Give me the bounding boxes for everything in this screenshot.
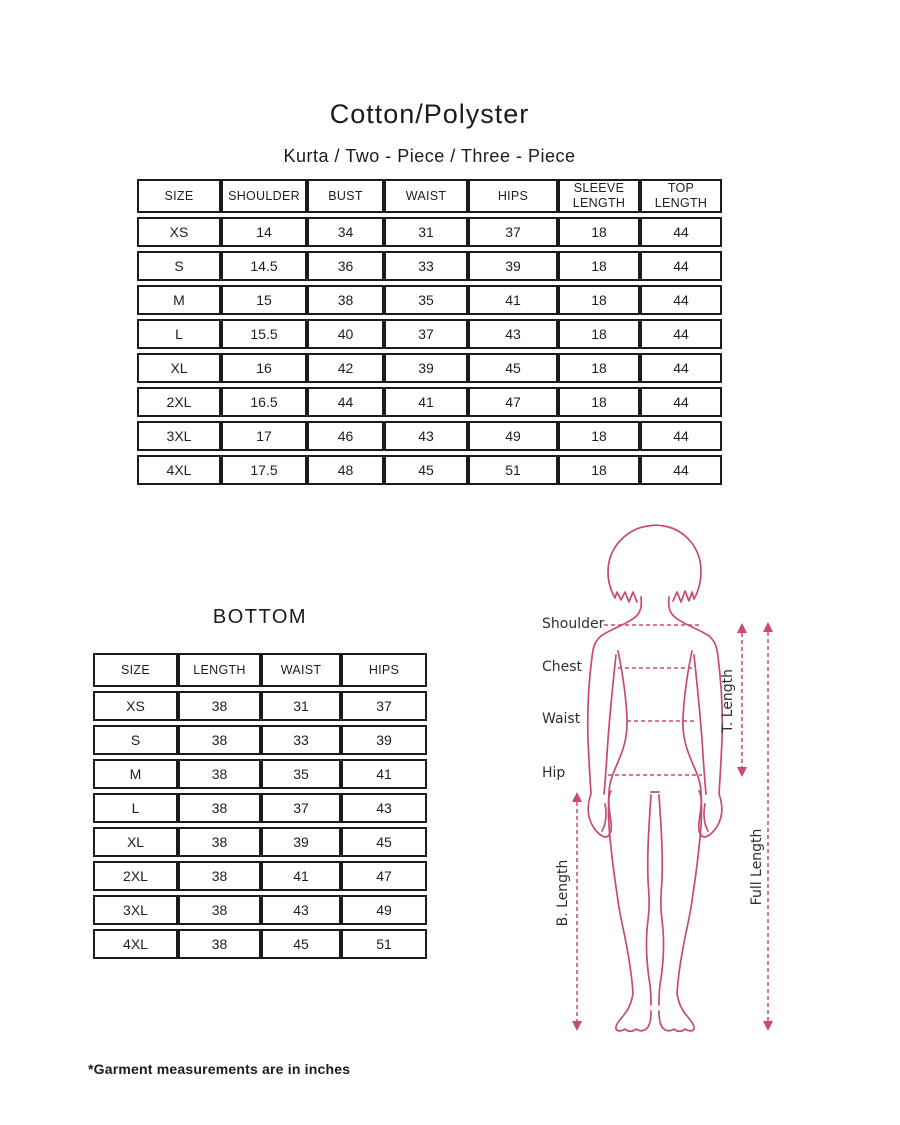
table-cell: 38 (178, 929, 261, 959)
table-cell: 41 (468, 285, 558, 315)
column-header: SIZE (137, 179, 221, 213)
column-header: WAIST (261, 653, 341, 687)
table-cell: 37 (384, 319, 468, 349)
table-cell: 44 (640, 285, 722, 315)
table-row (137, 285, 722, 315)
table-cell: 15 (221, 285, 307, 315)
table-row (93, 793, 427, 823)
measurement-figure (490, 505, 820, 1065)
table-cell: 38 (178, 861, 261, 891)
column-header: BUST (307, 179, 384, 213)
table-cell: 33 (384, 251, 468, 281)
table-row (93, 895, 427, 925)
table-cell: 44 (640, 387, 722, 417)
table-cell: 4XL (93, 929, 178, 959)
table-row (137, 455, 722, 485)
column-header: SHOULDER (221, 179, 307, 213)
table-row (137, 251, 722, 281)
table-cell: 38 (178, 827, 261, 857)
waist-label: Waist (542, 711, 581, 727)
table-row (93, 827, 427, 857)
table-cell: M (137, 285, 221, 315)
table-cell: 16 (221, 353, 307, 383)
table-cell: 49 (468, 421, 558, 451)
table-cell: 45 (261, 929, 341, 959)
table-cell: 31 (384, 217, 468, 247)
table-cell: 43 (341, 793, 427, 823)
column-header: WAIST (384, 179, 468, 213)
table-cell: 47 (468, 387, 558, 417)
table-cell: 45 (468, 353, 558, 383)
table-row (93, 861, 427, 891)
table-cell: 39 (468, 251, 558, 281)
table-cell: 47 (341, 861, 427, 891)
column-header: TOP LENGTH (640, 179, 722, 213)
table-cell: 15.5 (221, 319, 307, 349)
table-cell: 31 (261, 691, 341, 721)
table-cell: 18 (558, 319, 640, 349)
column-header: SLEEVE LENGTH (558, 179, 640, 213)
table-cell: 2XL (137, 387, 221, 417)
table-cell: 33 (261, 725, 341, 755)
table-cell: 2XL (93, 861, 178, 891)
table-cell: 34 (307, 217, 384, 247)
table-cell: 44 (640, 421, 722, 451)
table-cell: 18 (558, 251, 640, 281)
table-cell: 43 (384, 421, 468, 451)
table-cell: 18 (558, 353, 640, 383)
table-cell: 40 (307, 319, 384, 349)
page-title: Cotton/Polyster (329, 99, 530, 129)
table-cell: 37 (468, 217, 558, 247)
top-size-table (137, 175, 722, 489)
table-cell: 35 (384, 285, 468, 315)
table-cell: 38 (178, 793, 261, 823)
table-row (137, 217, 722, 247)
table-cell: 14.5 (221, 251, 307, 281)
table-cell: XL (93, 827, 178, 857)
table-cell: 46 (307, 421, 384, 451)
table-cell: 51 (341, 929, 427, 959)
table-cell: 37 (341, 691, 427, 721)
arrowheads (572, 622, 773, 1031)
column-header: HIPS (341, 653, 427, 687)
table-cell: 37 (261, 793, 341, 823)
table-cell: 44 (640, 353, 722, 383)
table-row (93, 725, 427, 755)
bottom-table-header-row (93, 653, 427, 687)
table-cell: 18 (558, 387, 640, 417)
chest-label: Chest (542, 659, 583, 675)
table-cell: 4XL (137, 455, 221, 485)
t-length-label: T. Length (720, 668, 736, 734)
table-cell: 44 (640, 455, 722, 485)
table-cell: 38 (178, 691, 261, 721)
table-row (137, 387, 722, 417)
table-cell: 42 (307, 353, 384, 383)
table-row (93, 929, 427, 959)
table-cell: 39 (261, 827, 341, 857)
shoulder-label: Shoulder (542, 616, 605, 632)
table-cell: 3XL (137, 421, 221, 451)
column-header: HIPS (468, 179, 558, 213)
table-cell: M (93, 759, 178, 789)
full-length-label: Full Length (749, 828, 765, 906)
table-cell: 39 (341, 725, 427, 755)
table-row (93, 691, 427, 721)
table-cell: 43 (468, 319, 558, 349)
table-cell: 44 (640, 217, 722, 247)
table-cell: 44 (307, 387, 384, 417)
table-cell: 44 (640, 319, 722, 349)
table-cell: 41 (341, 759, 427, 789)
table-cell: L (93, 793, 178, 823)
table-cell: S (93, 725, 178, 755)
bottom-size-table (93, 649, 427, 963)
table-row (93, 759, 427, 789)
table-cell: 38 (178, 759, 261, 789)
body-measurement-diagram-icon (490, 505, 820, 1065)
table-cell: 17 (221, 421, 307, 451)
hip-label: Hip (542, 765, 566, 781)
body-outline-icon (588, 525, 723, 1031)
table-cell: 43 (261, 895, 341, 925)
table-cell: 45 (341, 827, 427, 857)
table-cell: XS (93, 691, 178, 721)
top-table-header-row (137, 179, 722, 213)
table-cell: 18 (558, 455, 640, 485)
page-subtitle: Kurta / Two - Piece / Three - Piece (283, 146, 576, 166)
bottom-table-body (93, 691, 427, 959)
table-cell: 41 (261, 861, 341, 891)
table-cell: 18 (558, 421, 640, 451)
table-cell: 38 (178, 725, 261, 755)
top-table-body (137, 217, 722, 485)
table-cell: 41 (384, 387, 468, 417)
table-row (137, 353, 722, 383)
table-cell: 38 (307, 285, 384, 315)
table-cell: 39 (384, 353, 468, 383)
table-row (137, 319, 722, 349)
table-cell: 18 (558, 217, 640, 247)
table-cell: S (137, 251, 221, 281)
table-cell: L (137, 319, 221, 349)
table-cell: 51 (468, 455, 558, 485)
table-cell: XS (137, 217, 221, 247)
table-cell: 16.5 (221, 387, 307, 417)
column-header: LENGTH (178, 653, 261, 687)
table-cell: XL (137, 353, 221, 383)
table-cell: 38 (178, 895, 261, 925)
table-cell: 48 (307, 455, 384, 485)
table-cell: 35 (261, 759, 341, 789)
table-cell: 3XL (93, 895, 178, 925)
table-row (137, 421, 722, 451)
table-cell: 17.5 (221, 455, 307, 485)
table-cell: 44 (640, 251, 722, 281)
table-cell: 49 (341, 895, 427, 925)
column-header: SIZE (93, 653, 178, 687)
footnote: *Garment measurements are in inches (88, 1061, 351, 1077)
bottom-section-title: BOTTOM (212, 606, 308, 628)
table-cell: 36 (307, 251, 384, 281)
table-cell: 18 (558, 285, 640, 315)
table-cell: 14 (221, 217, 307, 247)
table-cell: 45 (384, 455, 468, 485)
b-length-label: B. Length (555, 859, 571, 927)
